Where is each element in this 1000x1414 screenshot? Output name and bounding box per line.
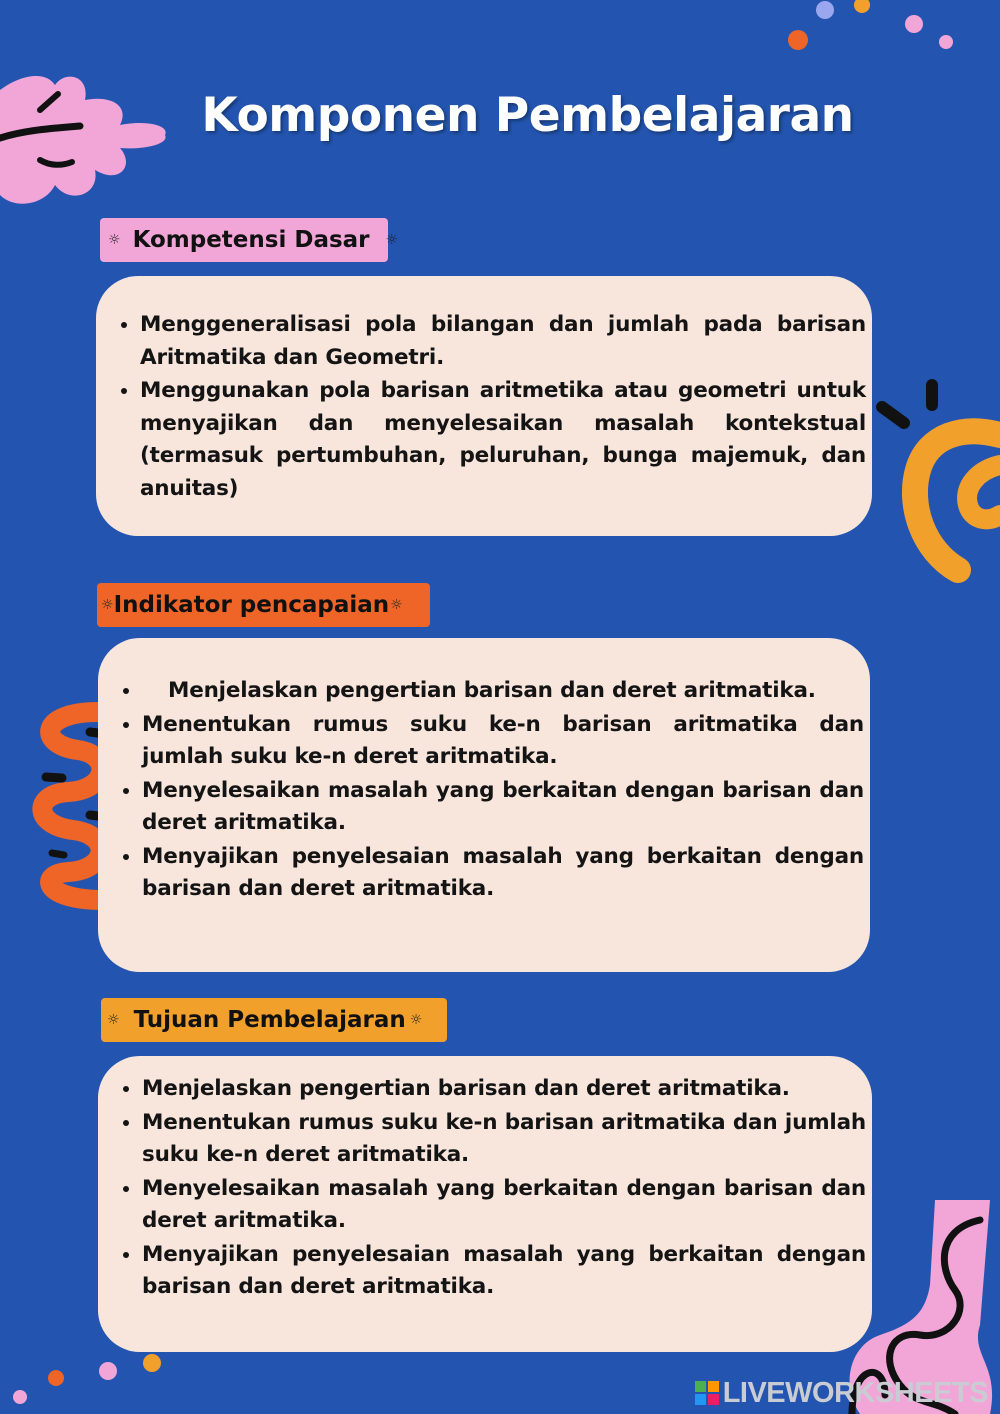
card-indikator-pencapaian: [98, 638, 870, 972]
list-item: • Menggeneralisasi pola bilangan dan jumlah pada barisan Aritmatika dan Geometri.: [140, 308, 866, 374]
section-label: Indikator pencapaian: [113, 592, 390, 618]
watermark-text: LIVEWORKSHEETS: [722, 1376, 988, 1409]
sparkle-icon: ☼: [385, 232, 399, 248]
dots-decoration-top: [780, 0, 1000, 60]
list-item: • Menentukan rumus suku ke-n barisan aritmatika dan jumlah suku ke-n deret aritmatika.: [142, 1106, 866, 1172]
list-item: • Menggunakan pola barisan aritmetika atau geometri untuk menyajikan dan menyelesaikan masalah kontekstual (termasuk pertumbuhan, peluruhan, bunga majemuk, dan anuitas): [140, 374, 866, 505]
card-kompetensi-dasar: [96, 276, 872, 536]
label-kompetensi-dasar: [100, 218, 399, 262]
list-item: • Menjelaskan pengertian barisan dan deret aritmatika.: [142, 674, 864, 708]
list-item: • Menyelesaikan masalah yang berkaitan dengan barisan dan deret aritmatika.: [142, 1172, 866, 1238]
section-label: Tujuan Pembelajaran: [133, 1007, 406, 1033]
list-item: • Menentukan rumus suku ke-n barisan aritmatika dan jumlah suku ke-n deret aritmatika.: [142, 708, 864, 774]
list-item: • Menyajikan penyelesaian masalah yang berkaitan dengan barisan dan deret aritmatika.: [142, 840, 864, 906]
list-item: • Menyajikan penyelesaian masalah yang berkaitan dengan barisan dan deret aritmatika.: [142, 1238, 866, 1304]
sparkle-icon: ☼: [390, 597, 403, 613]
page-title: Komponen Pembelajaran: [201, 88, 854, 143]
sparkle-icon: ☼: [101, 597, 114, 613]
sparkle-icon: ☼: [409, 1012, 423, 1028]
liveworksheets-watermark: [695, 1378, 988, 1408]
list-item: • Menjelaskan pengertian barisan dan deret aritmatika.: [142, 1072, 866, 1106]
sparkle-icon: ☼: [107, 1012, 120, 1028]
sparkle-icon: ☼: [108, 232, 121, 248]
dots-decoration-bottom: [0, 1345, 170, 1414]
section-label: Kompetensi Dasar: [132, 227, 370, 253]
orange-swirl-decoration: [868, 375, 1000, 585]
liveworksheets-logo-icon: [695, 1381, 719, 1405]
label-indikator-pencapaian: [97, 583, 430, 627]
card-tujuan-pembelajaran: [98, 1056, 872, 1352]
label-tujuan-pembelajaran: [101, 998, 447, 1042]
list-item: • Menyelesaikan masalah yang berkaitan dengan barisan dan deret aritmatika.: [142, 774, 864, 840]
